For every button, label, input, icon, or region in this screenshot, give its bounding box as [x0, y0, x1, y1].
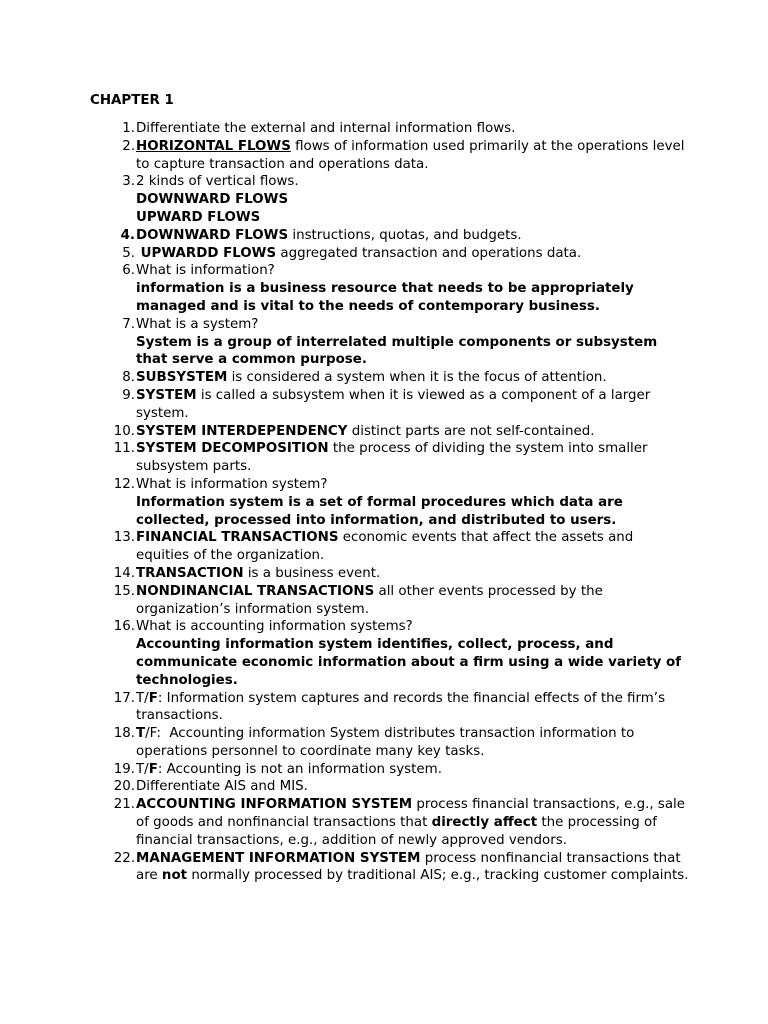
list-item	[90, 173, 690, 226]
list-item	[90, 440, 690, 476]
list-item	[90, 850, 690, 886]
list-item	[90, 761, 690, 779]
bold-term: NONDINANCIAL TRANSACTIONS	[136, 583, 375, 599]
list-item-number	[90, 583, 135, 619]
bold-term: FINANCIAL TRANSACTIONS	[136, 530, 339, 546]
list-item-number	[90, 565, 135, 583]
text-run: is considered a system when it is the focus of attention.	[227, 370, 607, 386]
list-item-text	[135, 761, 690, 779]
bold-term: TRANSACTION	[136, 565, 244, 581]
bold-term: F	[148, 690, 158, 706]
list-item-number	[90, 316, 135, 369]
text-run: the process of dividing the system into smaller subsystem parts.	[136, 441, 652, 475]
list-item-text	[135, 245, 690, 263]
text-run: 2 kinds of vertical flows.	[136, 174, 299, 190]
bold-term: information is a business resource that needs to be appropriately managed and is vital to the needs of contemporary business.	[136, 281, 639, 314]
bold-term: SYSTEM DECOMPOSITION	[136, 441, 329, 457]
list-item-number	[90, 476, 135, 529]
list-item	[90, 565, 690, 583]
list-item	[90, 120, 690, 138]
list-item	[90, 778, 690, 796]
list-item-text	[135, 316, 690, 369]
text-line	[136, 618, 690, 636]
bold-term: Information system is a set of formal procedures which data are collected, processed into information, and distributed to users.	[136, 494, 628, 528]
text-run: aggregated transaction and operations data.	[276, 245, 582, 261]
text-line	[136, 565, 690, 583]
text-run: instructions, quotas, and budgets.	[288, 227, 522, 243]
bold-term: SYSTEM INTERDEPENDENCY	[136, 423, 348, 439]
bold-term: SYSTEM	[136, 387, 197, 403]
list-item	[90, 690, 690, 726]
bold-term: UPWARD FLOWS	[136, 209, 261, 225]
list-item	[90, 245, 690, 263]
list-item-text	[135, 796, 690, 849]
text-line	[136, 227, 690, 245]
item-number-label: 7.	[122, 316, 135, 332]
list-item-text	[135, 529, 690, 565]
list-item-number	[90, 369, 135, 387]
text-run: the processing of financial transactions, e.g., addition of newly approved vendors.	[136, 815, 662, 848]
text-line	[136, 690, 690, 726]
text-line	[136, 636, 690, 689]
bold-term: directly affect	[431, 815, 538, 831]
item-number-label: 8.	[122, 370, 135, 386]
item-number-label: 16.	[113, 619, 135, 635]
text-line	[136, 476, 690, 494]
bold-term: ACCOUNTING INFORMATION SYSTEM	[136, 797, 413, 813]
list-item-number	[90, 138, 135, 174]
list-item-text	[135, 423, 690, 441]
text-run: distinct parts are not self-contained.	[347, 423, 595, 439]
list-item-number	[90, 120, 135, 138]
list-item-text	[135, 583, 690, 619]
list-item-number	[90, 227, 135, 245]
text-run: flows of information used primarily at the operations level to capture transaction and operations data.	[136, 138, 689, 172]
list-item-number	[90, 778, 135, 796]
list-item	[90, 476, 690, 529]
item-number-label: 15.	[113, 583, 135, 599]
list-item-text	[135, 440, 690, 476]
item-number-label: 12.	[113, 476, 135, 492]
item-number-label: 21.	[113, 797, 135, 813]
bold-term: System is a group of interrelated multiple components or subsystem that serve a common purpose.	[136, 334, 662, 368]
item-number-label: 6.	[122, 263, 135, 279]
text-line	[136, 850, 690, 886]
item-number-label: 14.	[113, 565, 135, 581]
text-line	[136, 173, 690, 191]
item-number-label: 17.	[113, 690, 135, 706]
item-number-label: 2.	[122, 138, 135, 154]
text-line	[136, 778, 690, 796]
text-run: What is accounting information systems?	[136, 619, 413, 635]
text-line	[136, 334, 690, 370]
text-line	[136, 209, 690, 227]
text-run: all other events processed by the organization’s information system.	[136, 583, 608, 617]
list-item	[90, 796, 690, 849]
text-run: process nonfinancial transactions that are	[136, 850, 685, 884]
list-item-number	[90, 387, 135, 423]
item-number-label: 3.	[122, 174, 135, 190]
list-item	[90, 583, 690, 619]
list-item-number	[90, 245, 135, 263]
list-item-text	[135, 690, 690, 726]
text-line	[136, 761, 690, 779]
list-item-number	[90, 850, 135, 886]
list-item-text	[135, 725, 690, 761]
list-item-text	[135, 565, 690, 583]
text-run: process financial transactions, e.g., sale of goods and nonfinancial transactions that	[136, 797, 690, 831]
bold-term: HORIZONTAL FLOWS	[136, 138, 291, 154]
list-item	[90, 529, 690, 565]
item-number-label: 1.	[122, 121, 135, 136]
chapter-heading: CHAPTER 1	[90, 93, 174, 108]
list-item-number	[90, 173, 135, 226]
list-item-text	[135, 778, 690, 796]
list-item-number	[90, 529, 135, 565]
text-line	[136, 262, 690, 280]
text-line	[136, 369, 690, 387]
list-item	[90, 369, 690, 387]
text-line	[136, 440, 690, 476]
text-run: is a business event.	[243, 565, 381, 581]
list-item	[90, 138, 690, 174]
text-line	[136, 796, 690, 849]
list-item	[90, 618, 690, 689]
list-item-text	[135, 850, 690, 886]
numbered-list	[90, 120, 690, 885]
text-line	[136, 583, 690, 619]
text-run: : Accounting is not an information system.	[157, 761, 442, 777]
bold-term: Accounting information system identifies, collect, process, and communicate economic information about a firm using a wide variety of technologies.	[136, 637, 686, 688]
list-item	[90, 316, 690, 369]
text-run: What is a system?	[136, 316, 259, 332]
item-number-label: 19.	[113, 761, 135, 777]
text-line	[136, 138, 690, 174]
text-run: normally processed by traditional AIS; e.g., tracking customer complaints.	[187, 868, 689, 884]
item-number-label: 11.	[113, 441, 135, 457]
item-number-label: 18.	[113, 726, 135, 742]
list-item-text	[135, 262, 690, 315]
text-run: T/	[136, 690, 149, 706]
text-run: What is information?	[136, 263, 275, 279]
list-item-text	[135, 138, 690, 174]
text-run: T/	[136, 761, 149, 777]
bold-term: not	[161, 868, 188, 884]
bold-term: DOWNWARD FLOWS	[136, 192, 289, 208]
list-item-number	[90, 725, 135, 761]
text-run: is called a subsystem when it is viewed as a component of a larger system.	[136, 387, 655, 421]
text-run: What is information system?	[136, 476, 328, 492]
list-item-text	[135, 369, 690, 387]
text-line	[136, 316, 690, 334]
bold-term: DOWNWARD FLOWS	[136, 227, 289, 243]
list-item	[90, 725, 690, 761]
list-item-text	[135, 120, 690, 138]
list-item-number	[90, 618, 135, 689]
bold-term: UPWARDD FLOWS	[136, 245, 277, 261]
item-number-label: 13.	[113, 530, 135, 546]
list-item	[90, 227, 690, 245]
text-line	[136, 245, 690, 263]
item-number-label: 20.	[113, 779, 135, 795]
list-item-text	[135, 387, 690, 423]
text-line	[136, 191, 690, 209]
bold-term: SUBSYSTEM	[136, 370, 228, 386]
bold-term: T	[136, 726, 146, 742]
list-item-text	[135, 227, 690, 245]
bold-term: F	[148, 761, 158, 777]
list-item-number	[90, 440, 135, 476]
text-line	[136, 725, 690, 761]
list-item	[90, 423, 690, 441]
text-line	[136, 387, 690, 423]
text-line	[136, 494, 690, 530]
text-run: Differentiate AIS and MIS.	[136, 779, 308, 795]
text-line	[136, 423, 690, 441]
item-number-label: 22.	[113, 850, 135, 866]
list-item	[90, 262, 690, 315]
text-line	[136, 120, 690, 138]
text-line	[136, 280, 690, 316]
list-item	[90, 387, 690, 423]
bold-term: MANAGEMENT INFORMATION SYSTEM	[136, 850, 421, 866]
list-item-number	[90, 796, 135, 849]
item-number-label: 4.	[120, 227, 135, 243]
list-item-text	[135, 618, 690, 689]
item-number-label: 5.	[122, 245, 135, 261]
list-item-text	[135, 173, 690, 226]
list-item-number	[90, 423, 135, 441]
text-run: /F: Accounting information System distributes transaction information to operations personnel to coordinate many key tasks.	[136, 726, 639, 759]
list-item-number	[90, 761, 135, 779]
list-item-number	[90, 690, 135, 726]
list-item-number	[90, 262, 135, 315]
item-number-label: 10.	[113, 423, 135, 439]
item-number-label: 9.	[122, 387, 135, 403]
text-run: : Information system captures and records the financial effects of the firm’s transactions.	[136, 690, 670, 724]
list-item-text	[135, 476, 690, 529]
text-line	[136, 529, 690, 565]
text-run: economic events that affect the assets and equities of the organization.	[136, 530, 638, 564]
text-run: Differentiate the external and internal information flows.	[136, 121, 516, 136]
